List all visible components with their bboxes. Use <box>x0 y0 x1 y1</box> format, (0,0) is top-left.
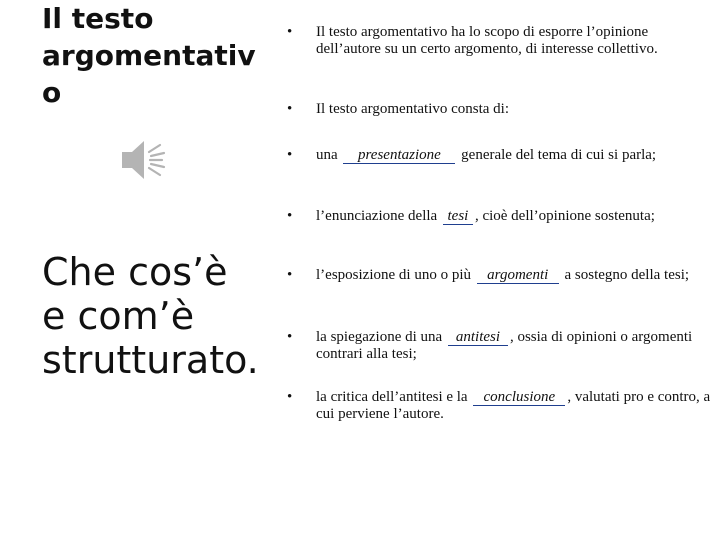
bullet-item <box>287 267 712 284</box>
bullet-text-after: generale del tema di cui si parla; <box>461 147 657 163</box>
bullet-text: Il testo argomentativo ha lo scopo di esporre l’opinione dell’autore su un certo argomento, di interesse collettivo. <box>316 24 658 57</box>
bullet-text: Il testo argomentativo consta di: <box>316 101 510 117</box>
subtitle-line: strutturato. <box>42 338 259 382</box>
slide-title <box>42 0 272 111</box>
bullet-text-after: , ossia di opinioni o argomenti contrari alla tesi; <box>316 329 693 362</box>
subtitle-line: e com’è <box>42 294 195 338</box>
bullet-item <box>287 147 712 164</box>
bullet-text <box>316 267 712 284</box>
bullet-text-before: la critica dell’antitesi e la <box>316 389 468 405</box>
bullet-marker: • <box>287 24 293 40</box>
fill-in-blank: conclusione <box>473 390 565 406</box>
bullet-text-before: l’esposizione di uno o più <box>316 267 471 283</box>
fill-in-blank: antitesi <box>448 330 508 346</box>
bullet-text <box>316 147 712 164</box>
bullet-marker: • <box>287 329 293 345</box>
bullet-text-after: , cioè dell’opinione sostenuta; <box>474 208 655 224</box>
bullet-text-before: la spiegazione di una <box>316 329 443 345</box>
bullet-text <box>316 329 712 363</box>
title-line: o <box>42 76 62 109</box>
bullet-text-before: una <box>316 147 338 163</box>
bullet-item <box>287 329 712 363</box>
bullet-text <box>316 389 712 423</box>
speaker-icon[interactable] <box>118 136 170 184</box>
bullet-marker: • <box>287 101 293 117</box>
fill-in-blank: argomenti <box>477 268 559 284</box>
title-line: Il testo <box>42 2 154 35</box>
bullet-text-after: , valutati pro e contro, a cui perviene l’autore. <box>316 389 711 422</box>
title-line: argomentativ <box>42 39 256 72</box>
bullet-marker: • <box>287 267 293 283</box>
slide-subtitle <box>42 250 282 382</box>
fill-in-blank: tesi <box>443 209 473 225</box>
bullet-item <box>287 101 712 118</box>
bullet-item <box>287 389 712 423</box>
bullet-text-after: a sostegno della tesi; <box>564 267 690 283</box>
subtitle-line: Che cos’è <box>42 250 228 294</box>
bullet-text-before: l’enunciazione della <box>316 208 438 224</box>
bullet-marker: • <box>287 147 293 163</box>
bullet-marker: • <box>287 208 293 224</box>
bullet-item <box>287 208 712 225</box>
fill-in-blank: presentazione <box>343 148 455 164</box>
bullet-item <box>287 24 712 58</box>
bullet-marker: • <box>287 389 293 405</box>
bullet-text <box>316 208 712 225</box>
